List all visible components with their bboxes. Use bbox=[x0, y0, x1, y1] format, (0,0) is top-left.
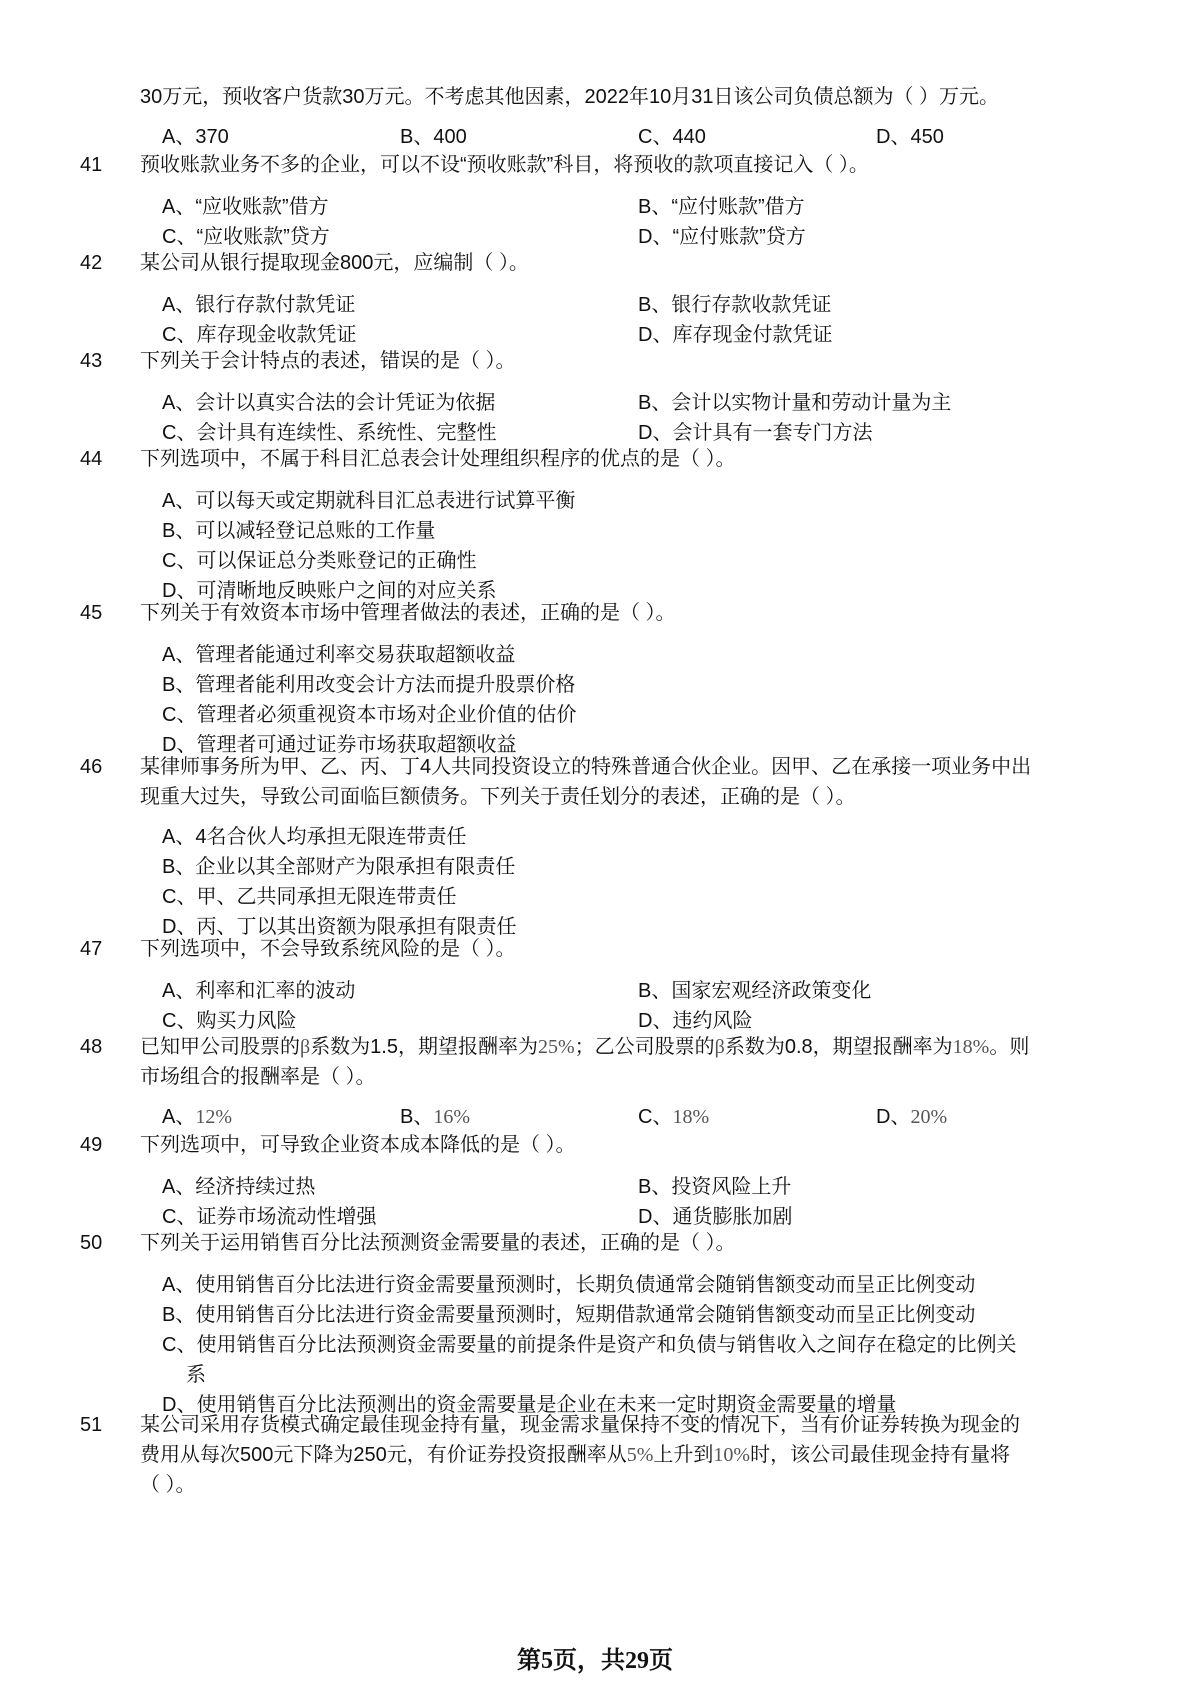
beta-symbol: β bbox=[714, 1036, 725, 1058]
option-d: D、“应付账款”贷方 bbox=[638, 226, 806, 248]
percent-value: 25% bbox=[538, 1036, 575, 1058]
option-d: D、库存现金付款凭证 bbox=[638, 324, 833, 346]
text-run: ；乙公司股票的 bbox=[574, 1036, 715, 1058]
question-number: 45 bbox=[80, 602, 103, 624]
option-letter: C、 bbox=[638, 1106, 673, 1128]
question-number: 49 bbox=[80, 1134, 103, 1156]
option-d: D、使用销售百分比法预测出的资金需要量是企业在未来一定时期资金需要量的增量 bbox=[162, 1394, 897, 1416]
option-c: C、管理者必须重视资本市场对企业价值的估价 bbox=[162, 704, 577, 726]
option-b: B、管理者能利用改变会计方法而提升股票价格 bbox=[162, 674, 576, 696]
option-letter: D、 bbox=[876, 1106, 911, 1128]
text-run: 上升到 bbox=[653, 1444, 714, 1466]
question-number: 42 bbox=[80, 252, 103, 274]
question-51-line-3: （ ）。 bbox=[140, 1474, 196, 1496]
option-b: B、企业以其全部财产为限承担有限责任 bbox=[162, 856, 516, 878]
question-44-options bbox=[162, 486, 1102, 606]
option-b: B、银行存款收款凭证 bbox=[638, 294, 832, 316]
question-50-text: 下列关于运用销售百分比法预测资金需要量的表述，正确的是（ ）。 bbox=[140, 1232, 736, 1254]
option-b: B、投资风险上升 bbox=[638, 1176, 792, 1198]
question-45-text: 下列关于有效资本市场中管理者做法的表述，正确的是（ ）。 bbox=[140, 602, 676, 624]
option-c-wrap: 系 bbox=[186, 1364, 206, 1386]
option-a: A、管理者能通过利率交易获取超额收益 bbox=[162, 644, 516, 666]
text-run: 系数为0.8，期望报酬率为 bbox=[724, 1036, 953, 1058]
option-b: B、国家宏观经济政策变化 bbox=[638, 980, 872, 1002]
text-run: 已知甲公司股票的 bbox=[140, 1036, 300, 1058]
option-d: D、会计具有一套专门方法 bbox=[638, 422, 873, 444]
percent-value: 18% bbox=[672, 1106, 710, 1128]
option-d: D、通货膨胀加剧 bbox=[638, 1206, 793, 1228]
text-run: 。则 bbox=[989, 1036, 1030, 1058]
option-a: A、经济持续过热 bbox=[162, 1176, 316, 1198]
question-number: 41 bbox=[80, 154, 103, 176]
option-b: B、可以减轻登记总账的工作量 bbox=[162, 520, 436, 542]
text-run: 费用从每次500元下降为250元，有价证券投资报酬率从 bbox=[140, 1444, 627, 1466]
option-a: A、银行存款付款凭证 bbox=[162, 294, 356, 316]
option-a: A、4名合伙人均承担无限连带责任 bbox=[162, 826, 467, 848]
question-43-options bbox=[162, 388, 1102, 448]
question-number: 51 bbox=[80, 1414, 103, 1436]
question-number: 44 bbox=[80, 448, 103, 470]
option-b: B、400 bbox=[400, 126, 467, 148]
option-c: C、可以保证总分类账登记的正确性 bbox=[162, 550, 477, 572]
question-41-text: 预收账款业务不多的企业，可以不设“预收账款”科目，将预收的款项直接记入（ ）。 bbox=[140, 154, 869, 176]
question-49-options bbox=[162, 1172, 1102, 1232]
option-d: D、管理者可通过证券市场获取超额收益 bbox=[162, 734, 517, 756]
question-46-text bbox=[140, 752, 1100, 812]
option-c: C、“应收账款”贷方 bbox=[162, 226, 330, 248]
option-c: C、购买力风险 bbox=[162, 1010, 297, 1032]
question-51-line-1: 某公司采用存货模式确定最佳现金持有量，现金需求量保持不变的情况下，当有价证券转换为现金的 bbox=[140, 1414, 1020, 1436]
option-d: D、丙、丁以其出资额为限承担有限责任 bbox=[162, 916, 517, 938]
percent-value: 18% bbox=[952, 1036, 990, 1058]
question-48-line-2: 市场组合的报酬率是（ ）。 bbox=[140, 1066, 376, 1088]
option-c: C、库存现金收款凭证 bbox=[162, 324, 357, 346]
question-49-text: 下列选项中，可导致企业资本成本降低的是（ ）。 bbox=[140, 1134, 576, 1156]
option-a: A、370 bbox=[162, 126, 229, 148]
option-a: A、使用销售百分比法进行资金需要量预测时，长期负债通常会随销售额变动而呈正比例变动 bbox=[162, 1274, 976, 1296]
option-a: A、可以每天或定期就科目汇总表进行试算平衡 bbox=[162, 490, 576, 512]
option-a: A、利率和汇率的波动 bbox=[162, 980, 356, 1002]
question-number: 47 bbox=[80, 938, 103, 960]
option-c: C、证券市场流动性增强 bbox=[162, 1206, 377, 1228]
question-40-options bbox=[162, 122, 1102, 152]
question-43-text: 下列关于会计特点的表述，错误的是（ ）。 bbox=[140, 350, 516, 372]
option-c: C、会计具有连续性、系统性、完整性 bbox=[162, 422, 497, 444]
percent-value: 20% bbox=[910, 1106, 948, 1128]
percent-value: 10% bbox=[713, 1444, 751, 1466]
option-d: D、可清晰地反映账户之间的对应关系 bbox=[162, 580, 497, 602]
question-50-options bbox=[162, 1270, 1102, 1420]
question-48-text bbox=[140, 1032, 1100, 1092]
option-b: B、使用销售百分比法进行资金需要量预测时，短期借款通常会随销售额变动而呈正比例变动 bbox=[162, 1304, 976, 1326]
option-c bbox=[638, 1102, 876, 1132]
option-c: C、甲、乙共同承担无限连带责任 bbox=[162, 886, 457, 908]
question-44-text: 下列选项中，不属于科目汇总表会计处理组织程序的优点的是（ ）。 bbox=[140, 448, 736, 470]
question-42-options bbox=[162, 290, 1102, 350]
option-letter: A、 bbox=[162, 1106, 196, 1128]
question-45-options bbox=[162, 640, 1102, 760]
option-a bbox=[162, 1102, 400, 1132]
question-number: 48 bbox=[80, 1036, 103, 1058]
question-51-text bbox=[140, 1410, 1100, 1500]
option-a: A、会计以真实合法的会计凭证为依据 bbox=[162, 392, 496, 414]
option-d bbox=[876, 1102, 1114, 1132]
question-47-text: 下列选项中，不会导致系统风险的是（ ）。 bbox=[140, 938, 516, 960]
option-d: D、违约风险 bbox=[638, 1010, 753, 1032]
question-number: 43 bbox=[80, 350, 103, 372]
text-run: 时，该公司最佳现金持有量将 bbox=[750, 1444, 1011, 1466]
question-48-options bbox=[162, 1102, 1102, 1132]
question-47-options bbox=[162, 976, 1102, 1036]
beta-symbol: β bbox=[300, 1036, 311, 1058]
option-a: A、“应收账款”借方 bbox=[162, 196, 329, 218]
option-b bbox=[400, 1102, 638, 1132]
question-46-line-2: 现重大过失，导致公司面临巨额债务。下列关于责任划分的表述，正确的是（ ）。 bbox=[140, 786, 856, 808]
question-46-line-1: 某律师事务所为甲、乙、丙、丁4人共同投资设立的特殊普通合伙企业。因甲、乙在承接一项业务中出 bbox=[140, 756, 1032, 778]
option-d: D、450 bbox=[876, 126, 944, 148]
question-number: 50 bbox=[80, 1232, 103, 1254]
option-letter: B、 bbox=[400, 1106, 434, 1128]
percent-value: 12% bbox=[195, 1106, 233, 1128]
question-42-text: 某公司从银行提取现金800元，应编制（ ）。 bbox=[140, 252, 529, 274]
percent-value: 5% bbox=[626, 1444, 654, 1466]
option-b: B、会计以实物计量和劳动计量为主 bbox=[638, 392, 952, 414]
question-46-options bbox=[162, 822, 1102, 942]
question-48-line-1 bbox=[140, 1032, 1100, 1062]
question-number: 46 bbox=[80, 756, 103, 778]
question-51-line-2 bbox=[140, 1440, 1100, 1470]
question-40-continuation: 30万元，预收客户货款30万元。不考虑其他因素，2022年10月31日该公司负债总额为（ ）万元。 bbox=[140, 86, 1000, 108]
page-footer: 第5页，共29页 bbox=[517, 1648, 673, 1674]
option-b: B、“应付账款”借方 bbox=[638, 196, 805, 218]
question-41-options bbox=[162, 192, 1102, 252]
option-c: C、使用销售百分比法预测资金需要量的前提条件是资产和负债与销售收入之间存在稳定的比例关 bbox=[162, 1334, 1017, 1356]
text-run: 系数为1.5，期望报酬率为 bbox=[310, 1036, 538, 1058]
percent-value: 16% bbox=[433, 1106, 471, 1128]
option-c: C、440 bbox=[638, 126, 706, 148]
